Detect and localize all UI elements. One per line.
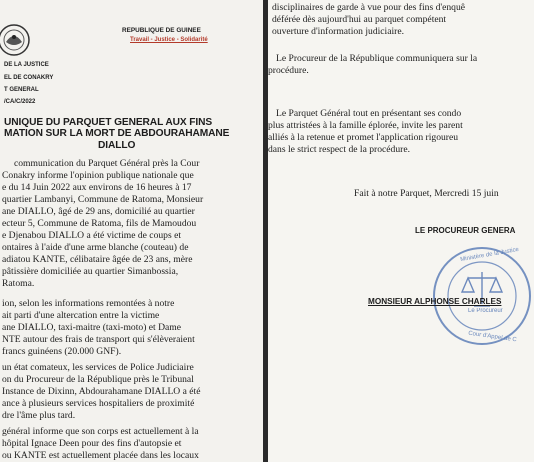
header-parquet: T GENERAL — [4, 87, 39, 93]
document-page-right: disciplinaires de garde à vue pour des fins d'enquê déférée dès aujourd'hui au parquet compétent ouverture d'information judiciaire. Le Procureur de la République communiquera sur la procédure. Le Parquet Général tout en présentant ses condo plus attristées à la famille éplorée, invite les parent alliés à la retenue et promet l'application rigoureu dans le strict respect de la procédure. Fait à notre Parquet, Mercredi 15 juin LE PROCUREUR GENERA Ministère de la Justice Le Procureur Cour d'Appel de C MONSIEUR ALPHONSE CHARLES — [268, 0, 534, 462]
header-ministry: DE LA JUSTICE — [4, 62, 49, 68]
stamp-text-court: Cour d'Appel de C — [467, 330, 518, 344]
signer-name: MONSIEUR ALPHONSE CHARLES — [368, 297, 502, 306]
signer-title: LE PROCUREUR GENERA — [415, 226, 516, 235]
title-line-3: DIALLO — [98, 140, 136, 151]
header-court: EL DE CONAKRY — [4, 75, 54, 81]
stamp-text-ministry: Ministère de la Justice — [459, 246, 520, 264]
dateline: Fait à notre Parquet, Mercredi 15 juin — [354, 188, 499, 199]
title-line-1: UNIQUE DU PARQUET GENERAL AUX FINS — [4, 117, 213, 128]
header-republic: REPUBLIQUE DE GUINEE — [122, 27, 201, 34]
title-line-2: MATION SUR LA MORT DE ABDOURAHAMANE — [4, 128, 230, 139]
document-page-left: DE LA JUSTICE EL DE CONAKRY T GENERAL /CA/C/2022 REPUBLIQUE DE GUINEE Travail - Justice - Solidarité UNIQUE DU PARQUET GENERAL AUX FINS MATION SUR LA MORT DE ABDOURAHAMANE DIALLO communication du Parquet Général près la Cour Conakry informe l'opinion publique nationale que e du 14 Juin 2022 aux environs de 16 heures à 17 quartier Lambanyi, Commune de Ratoma, Monsieur ane DIALLO, âgé de 29 ans, domicilié au quartier ecteur 5, Commune de Ratoma, fils de Mamoudou e Djenabou DIALLO a été victime de coups et ontaires à l'aide d'une arme blanche (couteau) de adiatou KANTE, célibataire âgée de 23 ans, mère pâtissière domiciliée au quartier Simanbossia, Ratoma. ion, selon les informations remontées à notre ait parti d'une altercation entre la victime ane DIALLO, taxi-maitre (taxi-moto) et Dame NTE autour des frais de transport qui s'élèveraient francs guinéens (20.000 GNF). un état comateux, les services de Police Judiciaire on du Procureur de la République près le Tribunal Instance de Dixinn, Abdourahamane DIALLO a été ance à plusieurs services hospitaliers de proximité dre l'âme plus tard. général informe que son corps est actuellement à la hôpital Ignace Deen pour des fins d'autopsie et ou KANTE est actuellement placée dans les locaux — [0, 0, 263, 462]
stamp-text-procureur: Le Procureur — [468, 308, 503, 314]
national-emblem-icon — [0, 20, 40, 60]
header-motto: Travail - Justice - Solidarité — [130, 37, 208, 43]
header-reference: /CA/C/2022 — [4, 99, 36, 105]
